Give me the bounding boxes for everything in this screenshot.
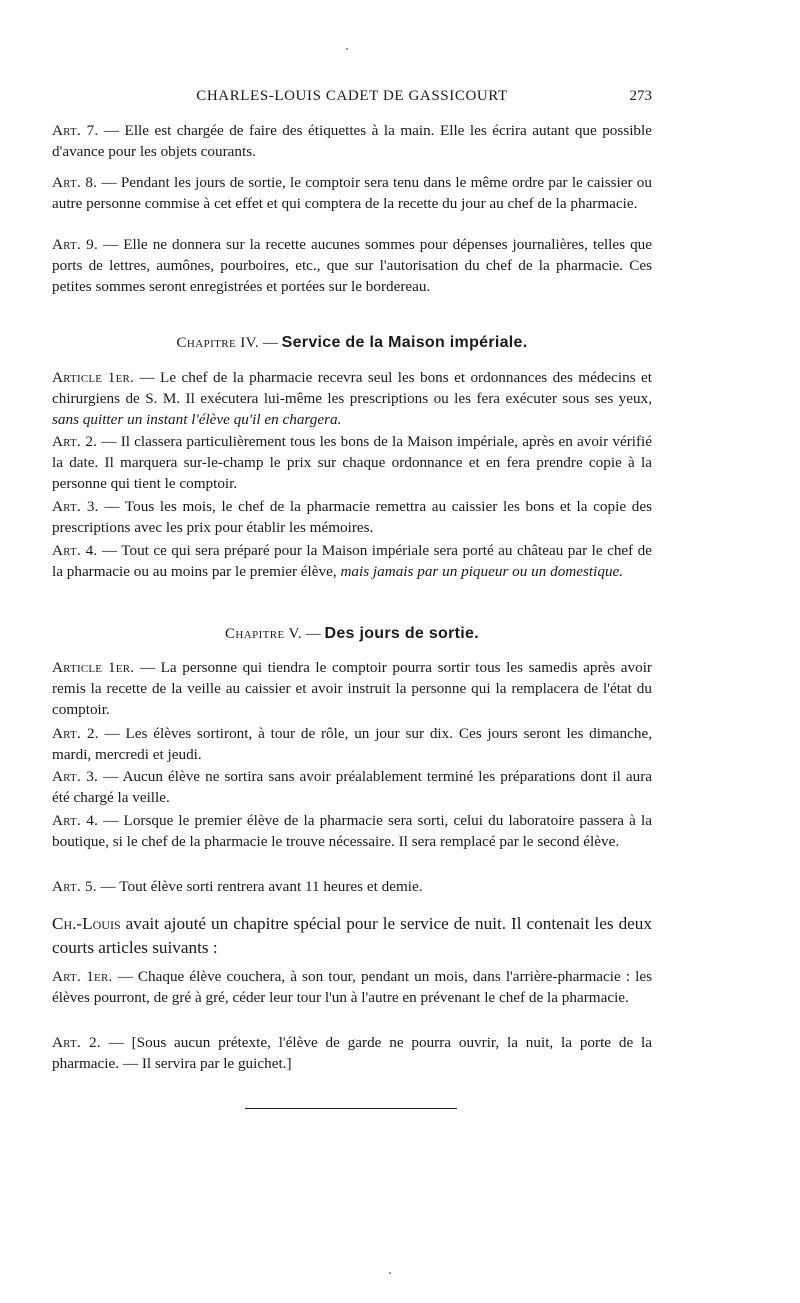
article-text: — Lorsque le premier élève de la pharmacie sera sorti, celui du laboratoire passera à la boutique, si le chef de la pharmacie le trouve nécessaire. Il sera remplacé par le second élève. <box>52 812 653 851</box>
article-heading: Article 1er. <box>52 659 135 676</box>
scan-speck <box>346 48 348 50</box>
article-heading: Art. 3. <box>52 768 99 785</box>
article-heading: Art. 5. <box>52 878 97 895</box>
night-article-2 <box>52 1032 652 1074</box>
article-heading: Article 1er. <box>52 369 135 386</box>
article-heading: Art. 3. <box>52 498 99 515</box>
running-title: CHARLES-LOUIS CADET DE GASSICOURT <box>196 88 508 104</box>
chapter-dash: — <box>259 335 282 351</box>
author-name: Ch.-Louis <box>52 914 121 933</box>
chapter-dash: — <box>301 626 325 642</box>
ch5-article-1 <box>52 657 652 721</box>
article-heading: Art. 4. <box>52 812 99 829</box>
chapter-title: Service de la Maison impériale. <box>281 334 528 351</box>
article-text: — Il classera particulièrement tous les bons de la Maison impériale, après en avoir vérifié la date. Il marquera sur-le-champ le prix sur chaque ordonnance et en fera prendre copie à la personne qui tient le comptoir. <box>52 433 652 493</box>
ch5-article-3 <box>52 766 652 808</box>
article-text: — Les élèves sortiront, à tour de rôle, un jour sur dix. Ces jours seront les dimanche, mardi, mercredi et jeudi. <box>52 725 652 764</box>
ch4-article-3 <box>52 496 652 538</box>
scan-speck <box>389 1272 391 1274</box>
article-text: — Le chef de la pharmacie recevra seul les bons et ordonnances des médecins et chirurgiens de S. M. Il exécutera lui-même les prescriptions ou les fera exécuter sous ses yeux, <box>52 369 652 408</box>
article-text: — Pendant les jours de sortie, le comptoir sera tenu dans le même ordre par le caissier ou autre personne commise à cet effet et qui comptera de la recette du jour au chef de la pharmacie. <box>52 174 652 213</box>
ch5-article-2 <box>52 723 652 765</box>
chapter-5-heading <box>52 625 652 643</box>
article-italic-text: mais jamais par un piqueur ou un domestique. <box>340 563 624 581</box>
chapter-label: Chapitre V. <box>225 626 302 642</box>
article-heading: Art. 8. <box>52 174 98 191</box>
night-article-1 <box>52 966 652 1008</box>
page-number: 273 <box>629 88 652 104</box>
article-heading: Art. 1er. <box>52 968 113 985</box>
article-heading: Art. 2. <box>52 433 98 450</box>
commentary-text: avait ajouté un chapitre spécial pour le service de nuit. Il contenait les deux courts articles suivants : <box>52 914 652 957</box>
article-text: — Tout élève sorti rentrera avant 11 heures et demie. <box>96 878 423 895</box>
closing-rule <box>245 1108 457 1109</box>
commentary-paragraph <box>52 912 652 960</box>
article-text: — Chaque élève couchera, à son tour, pendant un mois, dans l'arrière-pharmacie : les élèves pourront, de gré à gré, céder leur tour l'un à l'autre en prévenant le chef de la pharmacie. <box>52 968 652 1007</box>
ch4-article-2 <box>52 431 652 495</box>
article-text: — Aucun élève ne sortira sans avoir préalablement terminé les préparations dont il aura été chargé la veille. <box>52 768 653 807</box>
article-text: — Tout ce qui sera préparé pour la Maison impériale sera porté au château par le chef de la pharmacie ou au moins par le premier élève, <box>52 542 653 581</box>
ch4-article-4 <box>52 540 652 582</box>
ch4-article-1 <box>52 367 652 431</box>
article-text: — La personne qui tiendra le comptoir pourra sortir tous les samedis après avoir remis la recette de la veille au caissier et avoir instruit la personne qui la remplacera de l'état du comptoir. <box>52 659 652 719</box>
article-heading: Art. 2. <box>52 725 99 742</box>
article-text: — Elle ne donnera sur la recette aucunes sommes pour dépenses journalières, telles que ports de lettres, aumônes, pourboires, etc., que sur l'autorisation du chef de la pharmacie. Ces petites sommes seront enregistrées et portées sur le bordereau. <box>52 236 653 296</box>
article-heading: Art. 2. <box>52 1034 101 1051</box>
chapter-title: Des jours de sortie. <box>324 625 479 642</box>
article-9 <box>52 234 652 298</box>
article-text: — Elle est chargée de faire des étiquettes à la main. Elle les écrira autant que possible d'avance pour les objets courants. <box>52 122 652 161</box>
article-8 <box>52 172 652 214</box>
chapter-4-heading <box>52 334 652 352</box>
article-heading: Art. 4. <box>52 542 98 559</box>
article-heading: Art. 9. <box>52 236 98 253</box>
article-text: — Tous les mois, le chef de la pharmacie remettra au caissier les bons et la copie des prescriptions avec les prix pour établir les mémoires. <box>52 498 652 537</box>
ch5-article-5 <box>52 876 652 897</box>
article-text: — [Sous aucun prétexte, l'élève de garde ne pourra ouvrir, la nuit, la porte de la pharmacie. — Il servira par le guichet.] <box>52 1034 652 1073</box>
chapter-label: Chapitre IV. <box>176 335 260 351</box>
article-italic-text: sans quitter un instant l'élève qu'il en chargera. <box>52 411 342 429</box>
article-heading: Art. 7. <box>52 122 99 139</box>
page-header <box>52 88 652 110</box>
ch5-article-4 <box>52 810 652 852</box>
article-7 <box>52 120 652 162</box>
